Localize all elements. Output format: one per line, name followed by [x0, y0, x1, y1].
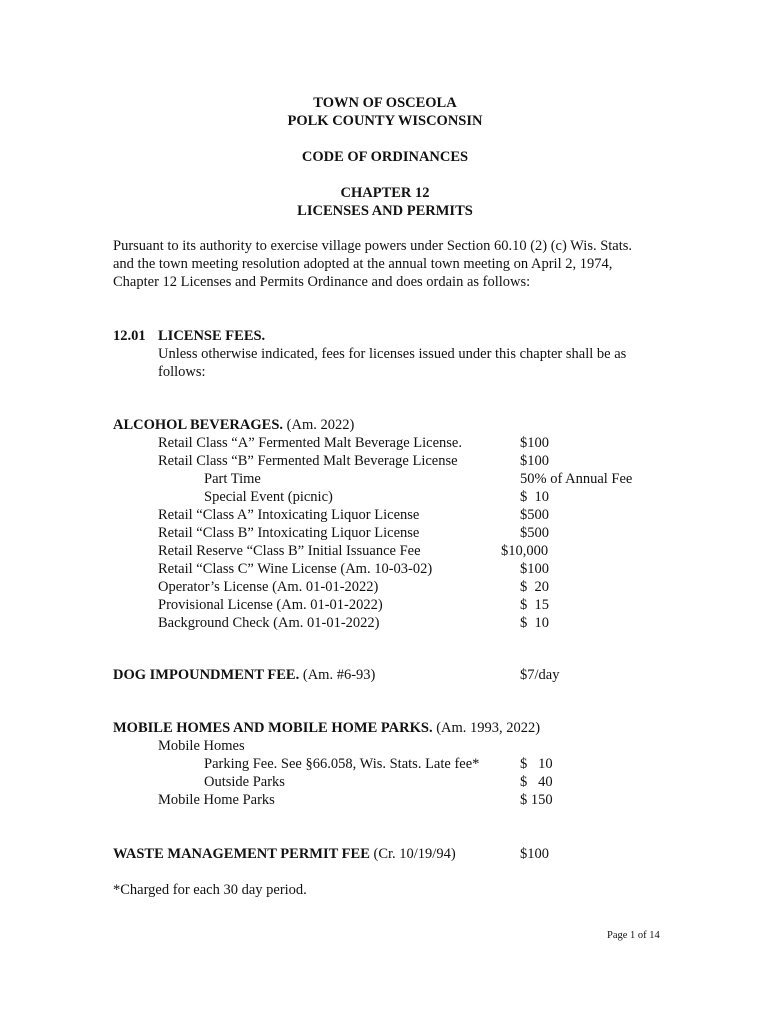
waste-heading: WASTE MANAGEMENT PERMIT FEE [113, 846, 370, 862]
fee-label: Retail Class “A” Fermented Malt Beverage License. [158, 435, 462, 451]
code-title: CODE OF ORDINANCES [301, 149, 469, 165]
page-number: Page 1 of 14 [607, 930, 660, 941]
fee-amount: $ 40 [520, 774, 553, 790]
intro-line-1: Pursuant to its authority to exercise village powers under Section 60.10 (2) (c) Wis. Stats. [113, 238, 633, 254]
fee-label: Retail “Class B” Intoxicating Liquor License [158, 525, 420, 541]
intro-line-3: Chapter 12 Licenses and Permits Ordinance and does ordain as follows: [113, 274, 531, 290]
fee-amount: $100 [520, 435, 549, 451]
mobile-parks-label: Mobile Home Parks [158, 792, 275, 808]
fee-amount: $ 15 [520, 597, 549, 613]
waste-fee: $100 [520, 846, 549, 862]
mobile-heading: MOBILE HOMES AND MOBILE HOME PARKS. [113, 720, 433, 736]
section-text-line-1: Unless otherwise indicated, fees for licenses issued under this chapter shall be as [158, 346, 627, 362]
waste-heading-row [113, 845, 456, 863]
alcohol-heading: ALCOHOL BEVERAGES. [113, 417, 284, 433]
town-title: TOWN OF OSCEOLA [313, 95, 457, 111]
fee-label: Retail “Class A” Intoxicating Liquor License [158, 507, 420, 523]
chapter-number: CHAPTER 12 [340, 185, 430, 201]
fee-label: Provisional License (Am. 01-01-2022) [158, 597, 383, 613]
dog-heading-row [113, 666, 375, 684]
fee-amount: $100 [520, 453, 549, 469]
section-number: 12.01 [113, 328, 146, 344]
fee-amount: $ 10 [520, 489, 549, 505]
fee-amount: $10,000 [501, 543, 549, 559]
fee-label: Special Event (picnic) [204, 489, 333, 505]
fee-amount: $500 [520, 525, 549, 541]
county-title: POLK COUNTY WISCONSIN [287, 113, 483, 129]
dog-note: (Am. #6-93) [299, 667, 376, 683]
fee-amount: $ 10 [520, 756, 553, 772]
fee-label: Background Check (Am. 01-01-2022) [158, 615, 380, 631]
fee-label: Outside Parks [204, 774, 285, 790]
fee-amount: $ 10 [520, 615, 549, 631]
fee-amount: $100 [520, 561, 549, 577]
fee-label: Parking Fee. See §66.058, Wis. Stats. Late fee* [204, 756, 480, 772]
fee-amount: $ 20 [520, 579, 549, 595]
chapter-title: LICENSES AND PERMITS [297, 203, 473, 219]
footnote: *Charged for each 30 day period. [113, 882, 307, 898]
fee-label: Retail “Class C” Wine License (Am. 10-03-02) [158, 561, 433, 577]
fee-label: Retail Class “B” Fermented Malt Beverage License [158, 453, 458, 469]
section-title: LICENSE FEES. [158, 328, 266, 344]
dog-fee: $7/day [520, 667, 560, 683]
waste-note: (Cr. 10/19/94) [369, 846, 456, 862]
dog-heading: DOG IMPOUNDMENT FEE. [113, 667, 300, 683]
mobile-parks-fee: $ 150 [520, 792, 553, 808]
mobile-note: (Am. 1993, 2022) [432, 720, 541, 736]
intro-line-2: and the town meeting resolution adopted at the annual town meeting on April 2, 1974, [113, 256, 613, 272]
mobile-heading-row [113, 719, 540, 737]
mobile-homes-label: Mobile Homes [158, 738, 245, 754]
alcohol-note: (Am. 2022) [283, 417, 355, 433]
intro-paragraph [113, 237, 673, 291]
fee-label: Part Time [204, 471, 261, 487]
section-text-line-2: follows: [158, 364, 206, 380]
fee-amount: 50% of Annual Fee [520, 471, 633, 487]
alcohol-heading-row [113, 416, 354, 434]
fee-label: Operator’s License (Am. 01-01-2022) [158, 579, 379, 595]
fee-label: Retail Reserve “Class B” Initial Issuance Fee [158, 543, 421, 559]
fee-amount: $500 [520, 507, 549, 523]
